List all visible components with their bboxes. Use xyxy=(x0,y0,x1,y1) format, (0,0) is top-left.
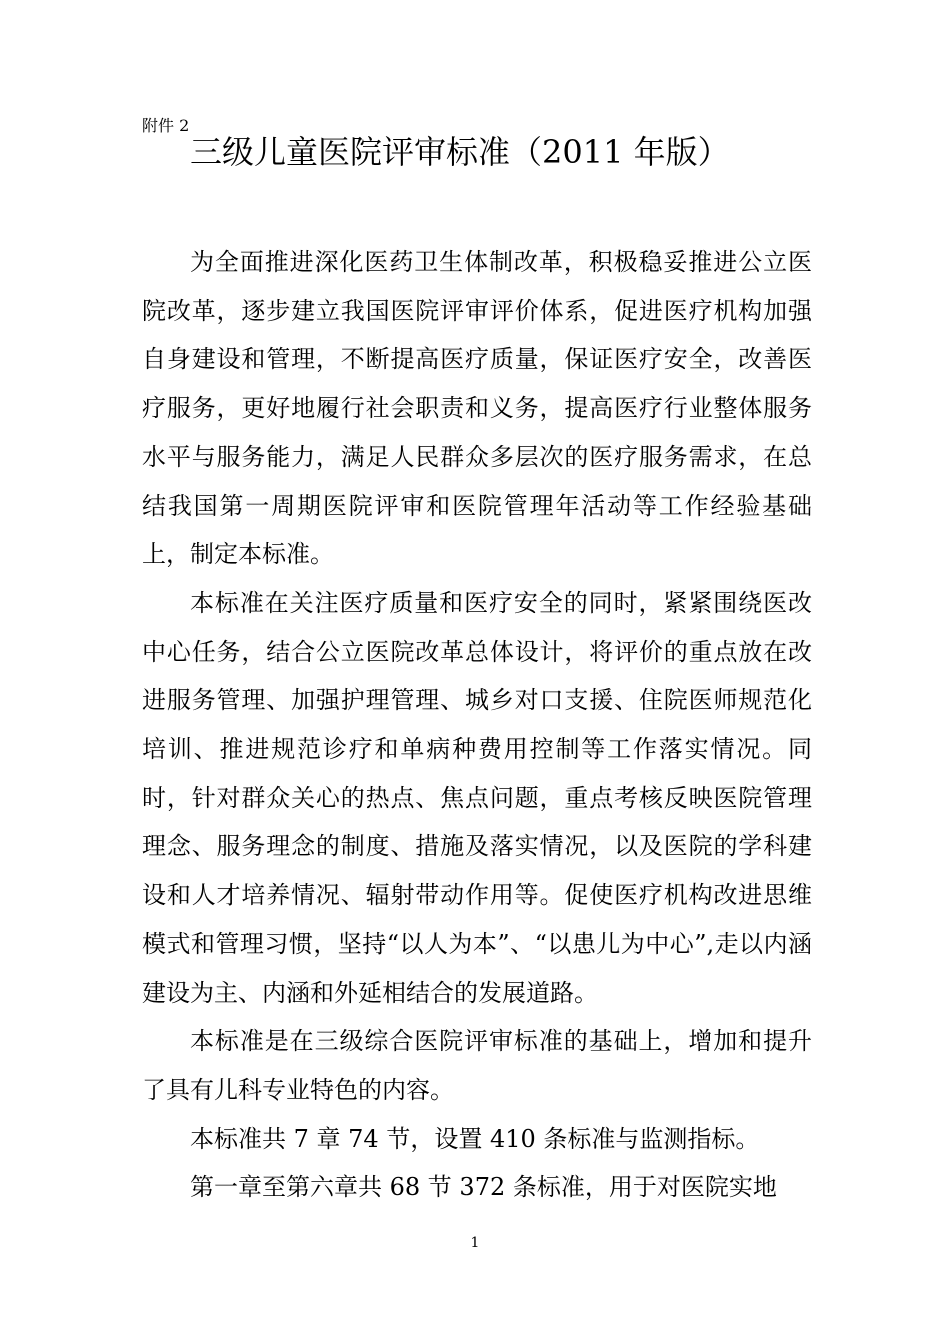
body-paragraph: 为全面推进深化医药卫生体制改革，积极稳妥推进公立医院改革，逐步建立我国医院评审评价体系，促进医疗机构加强自身建设和管理，不断提高医疗质量，保证医疗安全，改善医疗服务，更好地履行社会职责和义务，提高医疗行业整体服务水平与服务能力，满足人民群众多层次的医疗服务需求，在总结我国第一周期医院评审和医院管理年活动等工作经验基础上，制定本标准。 xyxy=(142,248,812,569)
document-body xyxy=(142,238,812,1212)
page-number: 1 xyxy=(470,1235,480,1251)
body-paragraph: 本标准是在三级综合医院评审标准的基础上，增加和提升了具有儿科专业特色的内容。 xyxy=(142,1027,812,1104)
body-paragraph: 第一章至第六章共 68 节 372 条标准，用于对医院实地 xyxy=(190,1173,777,1202)
body-paragraph: 本标准共 7 章 74 节，设置 410 条标准与监测指标。 xyxy=(190,1124,760,1153)
document-title: 三级儿童医院评审标准（2011 年版） xyxy=(190,133,730,171)
body-paragraph: 本标准在关注医疗质量和医疗安全的同时，紧紧围绕医改中心任务，结合公立医院改革总体设计，将评价的重点放在改进服务管理、加强护理管理、城乡对口支援、住院医师规范化培训、推进规范诊疗和单病种费用控制等工作落实情况。同时，针对群众关心的热点、焦点问题，重点考核反映医院管理理念、服务理念的制度、措施及落实情况，以及医院的学科建设和人才培养情况、辐射带动作用等。促使医疗机构改进思维模式和管理习惯，坚持“以人为本”、“以患儿为中心”,走以内涵建设为主、内涵和外延相结合的发展道路。 xyxy=(142,588,812,1007)
attachment-label: 附件 2 xyxy=(142,116,190,135)
